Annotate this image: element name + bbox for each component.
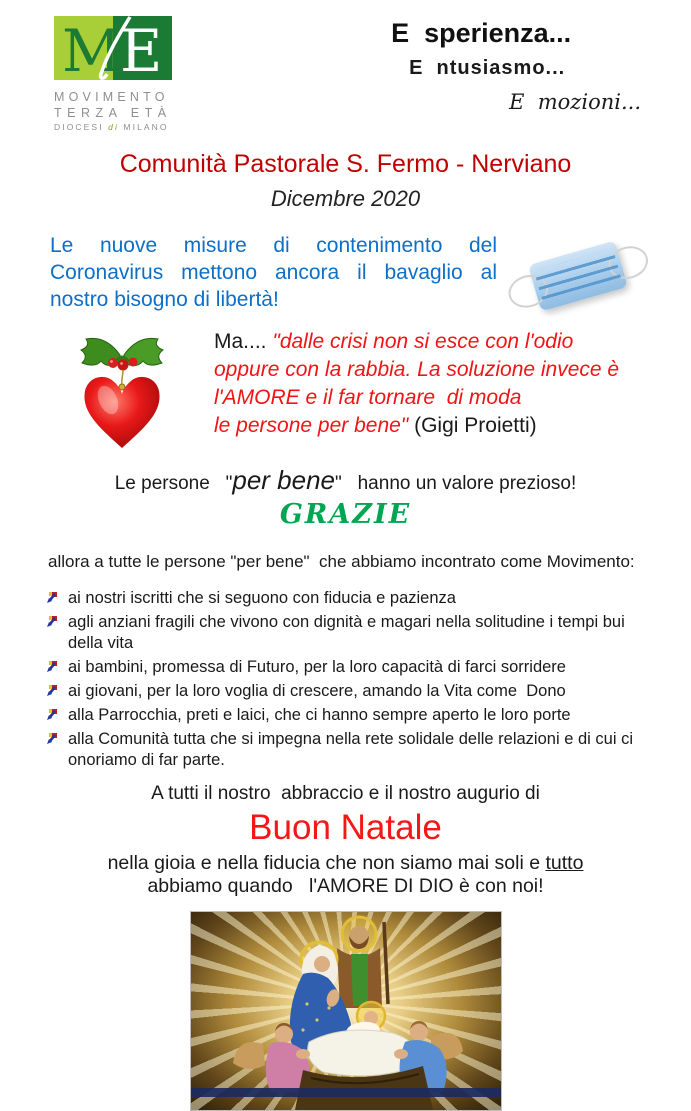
movement-word-2: TERZA ETÀ [54, 106, 172, 120]
valore-line [0, 465, 691, 496]
mte-logo-icon [54, 16, 172, 80]
quote-red-4: le persone per bene" [214, 413, 409, 437]
heart-ornament-icon [66, 328, 184, 457]
list-item-text: agli anziani fragili che vivono con dignità e magari nella solitudine i tempi bui della vita [68, 612, 630, 652]
movement-word-1: MOVIMENTO [54, 90, 169, 104]
closing-line-1: A tutti il nostro abbraccio e il nostro augurio di [151, 782, 540, 804]
list-item [46, 729, 657, 771]
slogan-line-3: E mozioni... [509, 90, 641, 114]
per-bene-emphasis: per bene [232, 465, 336, 495]
list-item-text: ai bambini, promessa di Futuro, per la loro capacità di farci sorridere [68, 657, 566, 676]
arrow-bullet-icon [46, 592, 57, 604]
closing-line-2-text: nella gioia e nella fiducia che non siamo mai soli e [107, 851, 546, 874]
list-item-text: alla Parrocchia, preti e laici, che ci hanno sempre aperto le loro porte [68, 705, 571, 724]
quote-red-1: "dalle crisi non si esce con l'odio [272, 330, 574, 353]
list-item-text: alla Comunità tutta che si impegna nella rete solidale delle relazioni e di cui ci onoriamo di far parte. [68, 729, 638, 769]
nativity-scene-image [190, 911, 502, 1111]
milano-label: MILANO [123, 122, 169, 132]
quote-line-4 [214, 412, 676, 440]
svg-text:M: M [62, 17, 122, 80]
arrow-bullet-icon [46, 616, 57, 628]
quote-intro: Ma.... [214, 330, 273, 353]
arrow-bullet-icon [46, 685, 57, 697]
header [0, 0, 691, 132]
holy-family-figures [191, 912, 501, 1110]
valore-pre: Le persone " [114, 473, 233, 494]
arrow-bullet-icon [46, 661, 57, 673]
list-item [46, 657, 657, 678]
arrow-bullet-icon [46, 733, 57, 745]
quote-line-1 [214, 328, 676, 356]
allora-line: allora a tutte le persone "per bene" che abbiamo incontrato come Movimento: [48, 552, 635, 571]
tutto-underlined: tutto [545, 851, 584, 874]
page-date: Dicembre 2020 [270, 186, 421, 211]
quote-attribution: (Gigi Proietti) [408, 413, 537, 437]
list-item [46, 681, 657, 702]
mask-body [528, 241, 628, 312]
list-item-text: ai nostri iscritti che si seguono con fiducia e pazienza [68, 589, 456, 607]
list-item [46, 612, 657, 654]
closing-line-2 [0, 852, 691, 875]
page-title: Comunità Pastorale S. Fermo - Nerviano [119, 150, 572, 178]
intro-paragraph: Le nuove misure di contenimento del Coronavirus mettono ancora il bavaglio al nostro bisogno di libertà! [50, 234, 497, 312]
quote-line-2: oppure con la rabbia. La soluzione invece è [214, 357, 620, 381]
mask-pleats [534, 248, 622, 303]
diocesi-label: DIOCESI [54, 122, 104, 132]
valore-post: " hanno un valore prezioso! [335, 473, 577, 494]
slogan-block [391, 16, 641, 114]
closing-line-3: abbiamo quando l'AMORE DI DIO è con noi! [147, 875, 544, 898]
slogan-line-1: E sperienza... [391, 18, 572, 48]
list-item-text: ai giovani, per la loro voglia di crescere, amando la Vita come Dono [68, 681, 566, 700]
list-item [46, 588, 657, 609]
mte-logo-block [54, 16, 180, 132]
arrow-bullet-icon [46, 709, 57, 721]
intro-section [50, 232, 641, 318]
slogan-line-2: E ntusiasmo... [409, 57, 566, 79]
movement-name [54, 90, 180, 132]
christmas-greeting: Buon Natale [249, 807, 442, 847]
di-label: di [108, 122, 119, 132]
quote-section [0, 328, 691, 457]
quote-line-3: l'AMORE e il far tornare di moda [214, 385, 522, 409]
surgical-mask-icon [509, 240, 639, 318]
list-item [46, 705, 657, 726]
thanks-list [46, 588, 657, 771]
movement-word-3 [54, 122, 180, 132]
quote-paragraph [214, 328, 676, 440]
svg-text:E: E [120, 17, 163, 80]
grazie-text: GRAZIE [279, 499, 412, 530]
